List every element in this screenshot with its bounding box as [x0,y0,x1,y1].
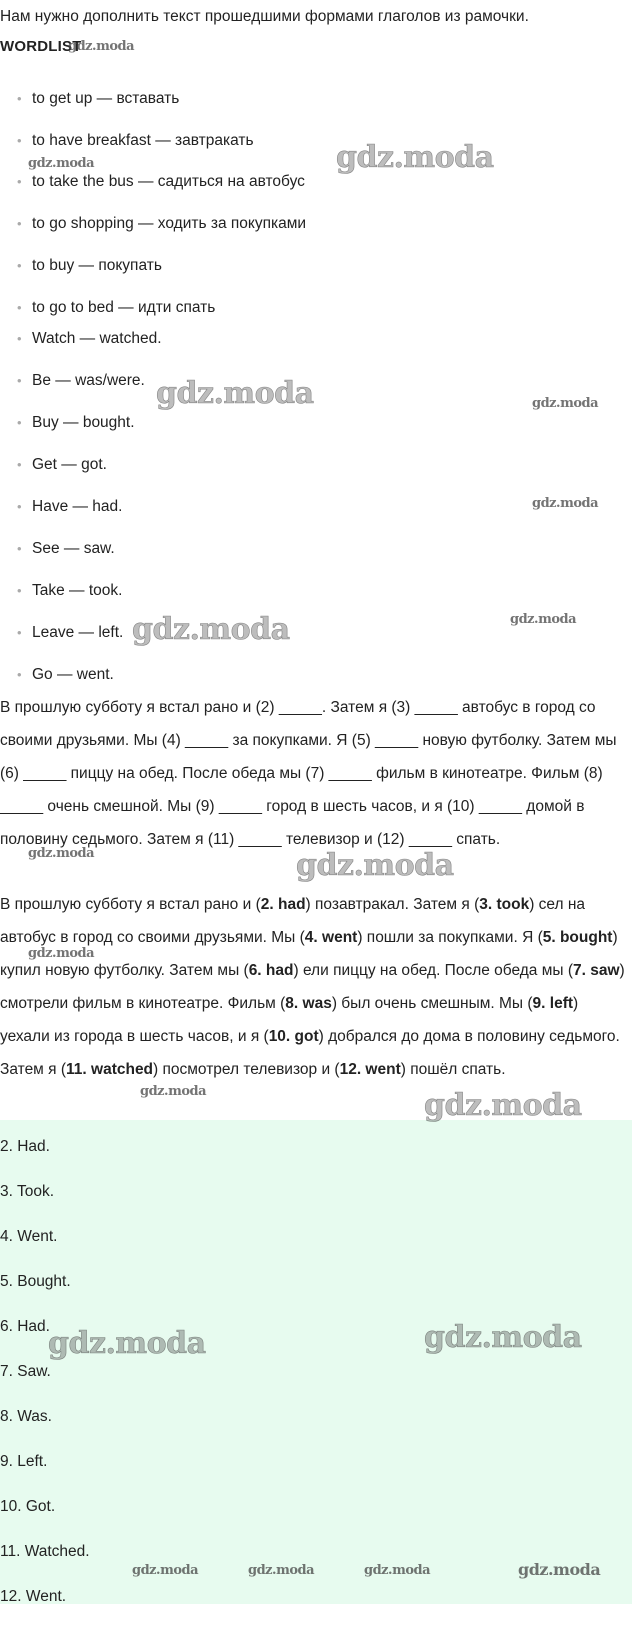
list-item: • Buy — bought. [32,412,135,434]
answer-highlight: 7. saw [573,962,620,979]
watermark: gdz.moda [296,848,454,883]
list-item: • to take the bus — садиться на автобус [32,171,305,193]
watermark: gdz.moda [364,1563,431,1578]
solution-text: В прошлую субботу я встал рано и (2. had) позавтракал. Затем я (3. took) сел на автобус в город со своими друзьями. Мы (4. went) пошли за покупками. Я (5. bought) купил новую футболку. Затем мы (6. had) ели пиццу на обед. После обеда мы (7. saw) смотрели фильм в кинотеатре. Фильм (8. was) был очень смешным. Мы (9. left) уехали из города в шесть часов, и я (10. got) добрался до дома в половину седьмого. Затем я (11. watched) посмотрел телевизор и (12. went) пошёл спать. [0,896,625,1078]
answer-highlight: 10. got [268,1028,319,1045]
answer-item: 11. Watched. [0,1543,90,1560]
bullet-icon: • [17,331,22,346]
answer-highlight: 12. went [339,1061,401,1078]
watermark: gdz.moda [132,612,290,647]
bullet-icon: • [17,415,22,430]
list-item: • See — saw. [32,538,115,560]
watermark: gdz.moda [28,846,95,861]
bullet-icon: • [17,91,22,106]
watermark: gdz.moda [424,1320,582,1355]
answer-highlight: 2. had [260,896,306,913]
intro-text: Нам нужно дополнить текст прошедшими формами глаголов из рамочки. [0,8,529,25]
list-item: • Leave — left. [32,622,123,644]
answers-box [0,1120,632,1604]
answer-highlight: 11. watched [66,1061,154,1078]
watermark: gdz.moda [518,1560,601,1579]
answer-item: 10. Got. [0,1498,56,1515]
list-item: • Take — took. [32,580,122,602]
answer-item: 6. Had. [0,1318,50,1335]
watermark: gdz.moda [132,1563,199,1578]
bullet-icon: • [17,583,22,598]
list-item: • to buy — покупать [32,255,162,277]
answer-highlight: 9. left [532,995,574,1012]
answer-highlight: 4. went [304,929,358,946]
answer-item: 8. Was. [0,1408,52,1425]
answer-highlight: 3. took [479,896,530,913]
answer-item: 4. Went. [0,1228,58,1245]
bullet-icon: • [17,667,22,682]
watermark: gdz.moda [248,1563,315,1578]
bullet-icon: • [17,133,22,148]
watermark: gdz.moda [28,946,95,961]
bullet-icon: • [17,258,22,273]
watermark: gdz.moda [48,1326,206,1361]
watermark: gdz.moda [28,156,95,171]
list-item: • Be — was/were. [32,370,145,392]
bullet-icon: • [17,499,22,514]
list-item: • to go to bed — идти спать [32,297,215,319]
bullet-icon: • [17,541,22,556]
list-item: • to go shopping — ходить за покупками [32,213,306,235]
bullet-icon: • [17,216,22,231]
watermark: gdz.moda [532,396,599,411]
answer-item: 7. Saw. [0,1363,51,1380]
task-text: В прошлую субботу я встал рано и (2) _____. Затем я (3) _____ автобус в город со своими друзьями. Мы (4) _____ за покупками. Я (5) _____ новую футболку. Затем мы (6) _____ пиццу на обед. После обеда мы (7) _____ фильм в кинотеатре. Фильм (8) _____ очень смешной. Мы (9) _____ город в шесть часов, и я (10) _____ домой в половину седьмого. Затем я (11) _____ телевизор и (12) _____ спать. [0,699,617,848]
answer-item: 5. Bought. [0,1273,71,1290]
list-item: • to have breakfast — завтракать [32,130,254,152]
watermark: gdz.moda [532,496,599,511]
answer-item: 9. Left. [0,1453,48,1470]
answer-highlight: 8. was [285,995,332,1012]
answer-highlight: 5. bought [542,929,613,946]
list-item: • Get — got. [32,454,107,476]
answer-item: 12. Went. [0,1588,67,1605]
bullet-icon: • [17,300,22,315]
list-item: • Go — went. [32,664,114,686]
bullet-icon: • [17,457,22,472]
watermark: gdz.moda [156,376,314,411]
answer-item: 3. Took. [0,1183,55,1200]
wordlist-heading: WORDLIST [0,38,82,55]
bullet-icon: • [17,373,22,388]
watermark: gdz.moda [336,140,494,175]
list-item: • Have — had. [32,496,122,518]
list-item: • Watch — watched. [32,328,162,350]
answer-item: 2. Had. [0,1138,50,1155]
watermark: gdz.moda [140,1084,207,1099]
answer-highlight: 6. had [248,962,294,979]
bullet-icon: • [17,625,22,640]
watermark: gdz.moda [510,612,577,627]
watermark: gdz.moda [68,39,135,54]
bullet-icon: • [17,174,22,189]
watermark: gdz.moda [424,1088,582,1123]
list-item: • to get up — вставать [32,88,179,110]
